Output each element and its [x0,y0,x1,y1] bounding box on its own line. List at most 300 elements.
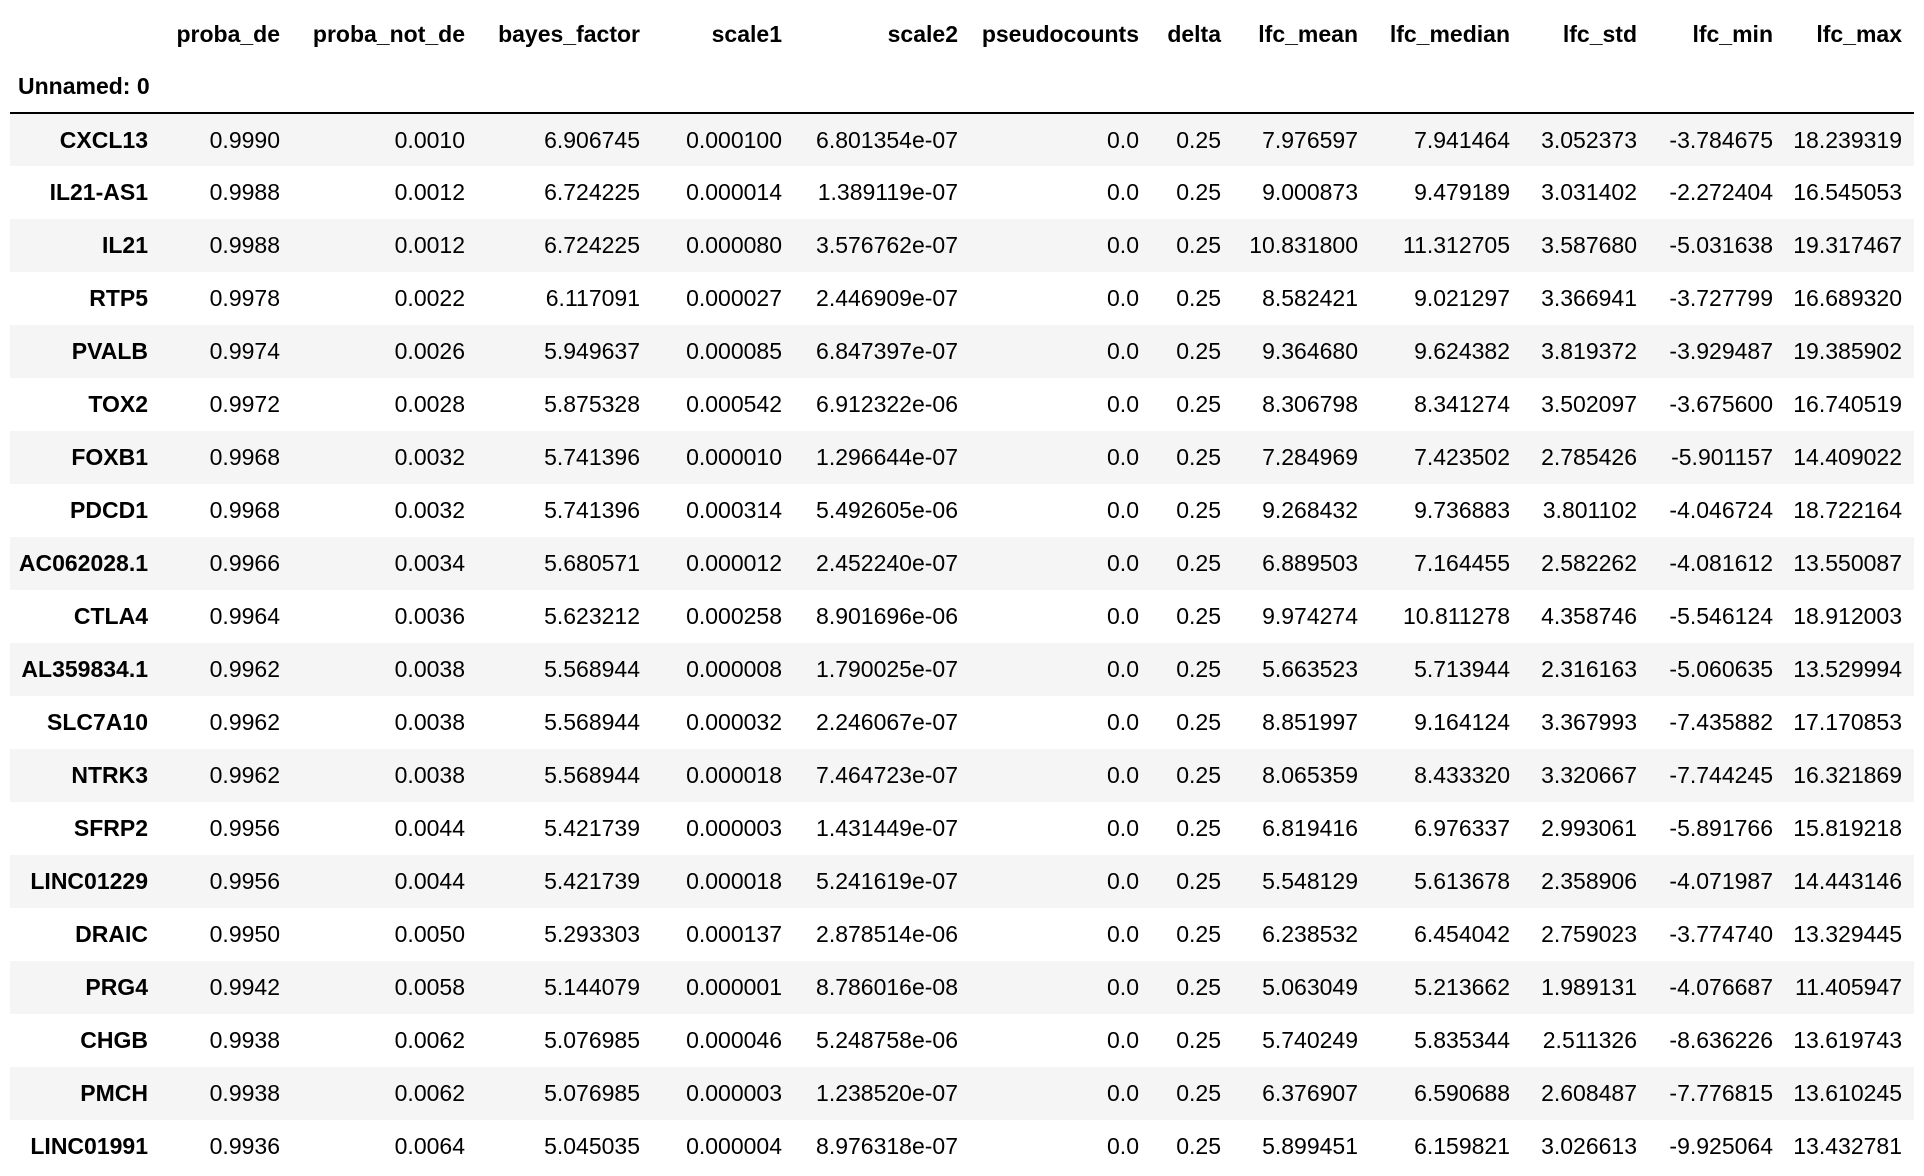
cell-proba-de: 0.9966 [209,550,280,576]
cell-lfc-min: -7.744245 [1669,762,1773,788]
row-index-gene: DRAIC [75,921,148,947]
cell-lfc-min: -5.891766 [1669,815,1773,841]
cell-proba-not-de: 0.0044 [394,815,465,841]
cell-scale2: 2.452240e-07 [816,550,958,576]
table-row [10,1120,1914,1173]
cell-proba-not-de: 0.0044 [394,868,465,894]
cell-scale1: 0.000014 [686,179,782,205]
column-header: scale2 [887,20,958,47]
cell-lfc-std: 4.358746 [1541,603,1637,629]
cell-proba-not-de: 0.0026 [394,338,465,364]
cell-scale1: 0.000010 [686,444,782,470]
cell-proba-de: 0.9988 [209,232,280,258]
cell-proba-de: 0.9942 [209,974,280,1000]
cell-lfc-std: 3.367993 [1541,709,1637,735]
cell-scale2: 8.976318e-07 [816,1133,958,1159]
cell-pseudocounts: 0.0 [1107,1027,1139,1053]
cell-delta: 0.25 [1176,391,1221,417]
cell-proba-not-de: 0.0062 [394,1027,465,1053]
cell-bayes-factor: 5.045035 [544,1133,640,1159]
cell-lfc-median: 9.736883 [1414,497,1510,523]
column-header: lfc_min [1692,20,1773,47]
cell-delta: 0.25 [1176,762,1221,788]
table-row [10,484,1914,537]
cell-lfc-std: 3.801102 [1542,497,1637,523]
cell-scale2: 8.786016e-08 [816,974,958,1000]
cell-scale1: 0.000258 [686,603,782,629]
cell-bayes-factor: 6.117091 [545,285,640,311]
cell-lfc-max: 18.239319 [1793,126,1902,153]
cell-lfc-mean: 5.663523 [1262,656,1358,682]
cell-proba-de: 0.9974 [209,338,280,364]
table-header [10,8,1914,113]
cell-scale2: 3.576762e-07 [816,232,958,258]
cell-scale2: 1.790025e-07 [816,656,958,682]
cell-lfc-mean: 9.364680 [1262,338,1358,364]
cell-bayes-factor: 5.144079 [544,974,640,1000]
cell-scale1: 0.000100 [686,126,782,153]
cell-scale1: 0.000027 [686,285,782,311]
cell-proba-not-de: 0.0010 [394,126,465,153]
table-row [10,166,1914,219]
cell-bayes-factor: 6.906745 [544,126,640,153]
cell-lfc-median: 8.433320 [1414,762,1510,788]
cell-scale1: 0.000032 [686,709,782,735]
cell-lfc-mean: 9.974274 [1262,603,1358,629]
cell-lfc-median: 9.479189 [1414,179,1510,205]
cell-bayes-factor: 5.421739 [544,815,640,841]
cell-lfc-mean: 8.306798 [1262,391,1358,417]
cell-lfc-min: -3.929487 [1669,338,1773,364]
cell-proba-not-de: 0.0012 [394,232,465,258]
cell-lfc-median: 5.213662 [1414,974,1510,1000]
cell-scale1: 0.000008 [686,656,782,682]
cell-bayes-factor: 5.680571 [544,550,640,576]
row-index-gene: PDCD1 [70,497,148,523]
cell-proba-de: 0.9936 [209,1133,280,1159]
table-row [10,696,1914,749]
cell-lfc-min: -3.774740 [1669,921,1773,947]
cell-pseudocounts: 0.0 [1107,921,1139,947]
cell-pseudocounts: 0.0 [1107,444,1139,470]
column-header: delta [1167,20,1221,47]
cell-lfc-std: 2.582262 [1541,550,1637,576]
cell-delta: 0.25 [1176,1027,1221,1053]
cell-delta: 0.25 [1176,603,1221,629]
cell-scale1: 0.000018 [686,762,782,788]
cell-lfc-std: 2.358906 [1541,868,1637,894]
cell-scale1: 0.000018 [686,868,782,894]
cell-proba-not-de: 0.0032 [394,444,465,470]
cell-lfc-std: 2.993061 [1541,815,1637,841]
cell-pseudocounts: 0.0 [1107,1080,1139,1106]
cell-lfc-min: -4.046724 [1669,497,1773,523]
cell-lfc-mean: 9.268432 [1262,497,1358,523]
cell-lfc-mean: 6.889503 [1262,550,1358,576]
column-header: lfc_std [1562,20,1637,47]
cell-proba-not-de: 0.0038 [394,656,465,682]
cell-pseudocounts: 0.0 [1107,656,1139,682]
row-index-gene: FOXB1 [71,444,148,470]
cell-delta: 0.25 [1176,974,1221,1000]
row-index-gene: IL21 [101,232,148,258]
cell-scale2: 5.492605e-06 [816,497,958,523]
table-row [10,961,1914,1014]
cell-scale1: 0.000314 [686,497,782,523]
cell-scale1: 0.000012 [686,550,782,576]
cell-proba-not-de: 0.0050 [394,921,465,947]
cell-lfc-mean: 5.740249 [1262,1027,1358,1053]
cell-proba-de: 0.9962 [209,709,280,735]
cell-delta: 0.25 [1176,1080,1221,1106]
cell-bayes-factor: 5.568944 [544,656,640,682]
row-index-gene: PVALB [71,338,148,364]
cell-bayes-factor: 5.623212 [544,603,640,629]
cell-lfc-max: 16.545053 [1793,179,1902,205]
cell-lfc-median: 8.341274 [1414,391,1510,417]
cell-lfc-std: 2.759023 [1541,921,1637,947]
cell-lfc-median: 9.164124 [1414,709,1510,735]
cell-delta: 0.25 [1176,179,1221,205]
cell-delta: 0.25 [1176,815,1221,841]
cell-lfc-mean: 6.238532 [1262,921,1358,947]
cell-lfc-min: -4.076687 [1669,974,1773,1000]
cell-pseudocounts: 0.0 [1107,338,1139,364]
cell-pseudocounts: 0.0 [1107,709,1139,735]
cell-scale1: 0.000003 [686,1080,782,1106]
cell-bayes-factor: 5.875328 [544,391,640,417]
cell-lfc-mean: 7.976597 [1262,126,1358,153]
cell-proba-not-de: 0.0012 [394,179,465,205]
column-header: lfc_median [1389,20,1510,47]
cell-proba-not-de: 0.0058 [394,974,465,1000]
cell-lfc-median: 5.713944 [1414,656,1510,682]
table-row [10,749,1914,802]
cell-lfc-max: 13.619743 [1793,1027,1902,1053]
cell-lfc-median: 5.613678 [1414,868,1510,894]
cell-lfc-median: 7.423502 [1414,444,1510,470]
cell-lfc-mean: 5.899451 [1262,1133,1358,1159]
cell-bayes-factor: 5.568944 [544,709,640,735]
cell-lfc-min: -4.071987 [1669,868,1773,894]
cell-lfc-median: 9.021297 [1414,285,1510,311]
cell-lfc-mean: 9.000873 [1262,179,1358,205]
cell-pseudocounts: 0.0 [1107,1133,1139,1159]
cell-proba-not-de: 0.0064 [394,1133,465,1159]
cell-scale1: 0.000001 [686,974,782,1000]
row-index-gene: LINC01991 [30,1133,148,1159]
cell-lfc-std: 3.819372 [1541,338,1637,364]
cell-scale1: 0.000085 [686,338,782,364]
cell-lfc-min: -3.675600 [1669,391,1773,417]
cell-lfc-std: 3.320667 [1541,762,1637,788]
cell-pseudocounts: 0.0 [1107,497,1139,523]
cell-lfc-mean: 5.063049 [1262,974,1358,1000]
cell-delta: 0.25 [1176,868,1221,894]
row-index-gene: CHGB [80,1027,148,1053]
cell-lfc-max: 14.409022 [1793,444,1902,470]
cell-proba-de: 0.9964 [209,603,280,629]
row-index-gene: PRG4 [85,974,148,1000]
cell-bayes-factor: 5.421739 [544,868,640,894]
column-header: lfc_mean [1258,20,1358,47]
cell-lfc-median: 6.159821 [1414,1133,1510,1159]
cell-lfc-median: 7.164455 [1414,550,1510,576]
cell-proba-not-de: 0.0034 [394,550,465,576]
cell-lfc-min: -5.901157 [1671,444,1773,470]
cell-scale2: 1.431449e-07 [816,815,958,841]
cell-bayes-factor: 5.076985 [544,1080,640,1106]
cell-delta: 0.25 [1176,550,1221,576]
cell-proba-de: 0.9978 [209,285,280,311]
cell-bayes-factor: 5.568944 [544,762,640,788]
table-row [10,855,1914,908]
cell-lfc-mean: 8.851997 [1262,709,1358,735]
cell-lfc-min: -3.784675 [1669,126,1773,153]
cell-lfc-std: 3.052373 [1541,126,1637,153]
cell-proba-not-de: 0.0028 [394,391,465,417]
cell-delta: 0.25 [1176,1133,1221,1159]
cell-pseudocounts: 0.0 [1107,974,1139,1000]
cell-lfc-mean: 10.831800 [1249,232,1358,258]
cell-scale2: 1.238520e-07 [816,1080,958,1106]
row-index-gene: TOX2 [88,391,148,417]
cell-lfc-std: 1.989131 [1541,974,1637,1000]
cell-bayes-factor: 5.293303 [544,921,640,947]
cell-pseudocounts: 0.0 [1107,391,1139,417]
column-header: proba_de [176,20,280,47]
table-row [10,1014,1914,1067]
cell-lfc-max: 17.170853 [1793,709,1902,735]
table-row [10,590,1914,643]
cell-lfc-max: 13.529994 [1793,656,1902,682]
cell-lfc-max: 13.329445 [1793,921,1902,947]
cell-pseudocounts: 0.0 [1107,126,1139,153]
cell-delta: 0.25 [1176,338,1221,364]
cell-pseudocounts: 0.0 [1107,603,1139,629]
cell-lfc-max: 18.912003 [1793,603,1902,629]
table-row [10,325,1914,378]
table-row [10,1067,1914,1120]
cell-scale1: 0.000080 [686,232,782,258]
cell-delta: 0.25 [1176,497,1221,523]
cell-scale2: 1.296644e-07 [816,444,958,470]
cell-lfc-median: 6.590688 [1414,1080,1510,1106]
cell-delta: 0.25 [1176,126,1221,153]
cell-lfc-mean: 8.582421 [1262,285,1358,311]
cell-lfc-min: -4.081612 [1669,550,1773,576]
cell-proba-not-de: 0.0032 [394,497,465,523]
cell-lfc-min: -2.272404 [1669,179,1773,205]
table-row [10,908,1914,961]
cell-lfc-min: -9.925064 [1669,1133,1773,1159]
cell-scale2: 6.801354e-07 [816,126,958,153]
cell-scale1: 0.000542 [686,391,782,417]
cell-lfc-min: -7.776815 [1669,1080,1773,1106]
cell-proba-de: 0.9938 [209,1027,280,1053]
row-index-gene: PMCH [80,1080,148,1106]
cell-pseudocounts: 0.0 [1107,179,1139,205]
index-name-label: Unnamed: 0 [10,60,160,113]
cell-lfc-min: -5.031638 [1669,232,1773,258]
row-index-gene: AC062028.1 [18,550,148,576]
cell-scale2: 2.246067e-07 [816,709,958,735]
cell-scale2: 5.248758e-06 [816,1027,958,1053]
cell-lfc-median: 7.941464 [1414,126,1510,153]
cell-lfc-median: 6.976337 [1414,815,1510,841]
cell-delta: 0.25 [1176,656,1221,682]
cell-lfc-std: 2.316163 [1541,656,1637,682]
cell-proba-de: 0.9968 [209,444,280,470]
cell-lfc-mean: 6.819416 [1262,815,1358,841]
cell-lfc-mean: 7.284969 [1262,444,1358,470]
table-row [10,643,1914,696]
cell-proba-de: 0.9956 [209,815,280,841]
cell-lfc-std: 3.502097 [1541,391,1637,417]
cell-lfc-min: -8.636226 [1669,1027,1773,1053]
cell-lfc-median: 6.454042 [1414,921,1510,947]
cell-delta: 0.25 [1176,285,1221,311]
cell-lfc-median: 10.811278 [1402,603,1510,629]
cell-bayes-factor: 5.741396 [544,444,640,470]
cell-lfc-max: 16.740519 [1793,391,1902,417]
cell-scale2: 5.241619e-07 [816,868,958,894]
cell-lfc-max: 13.432781 [1793,1133,1902,1159]
cell-lfc-max: 11.405947 [1794,974,1902,1000]
cell-bayes-factor: 5.949637 [544,338,640,364]
cell-lfc-max: 19.317467 [1793,232,1902,258]
row-index-gene: LINC01229 [30,868,148,894]
cell-delta: 0.25 [1176,232,1221,258]
cell-proba-de: 0.9990 [209,126,280,153]
row-index-gene: AL359834.1 [21,656,148,682]
cell-pseudocounts: 0.0 [1107,550,1139,576]
cell-scale2: 6.847397e-07 [816,338,958,364]
index-header-blank [10,8,160,60]
column-header: proba_not_de [312,20,465,47]
cell-pseudocounts: 0.0 [1107,232,1139,258]
cell-lfc-max: 19.385902 [1793,338,1902,364]
cell-lfc-median: 11.312705 [1402,232,1510,258]
index-name-row [10,60,1914,113]
cell-lfc-min: -3.727799 [1669,285,1773,311]
cell-scale1: 0.000137 [686,921,782,947]
table-row [10,378,1914,431]
dataframe-output [10,8,1914,1173]
row-index-gene: CTLA4 [73,603,148,629]
cell-scale2: 7.464723e-07 [816,762,958,788]
cell-delta: 0.25 [1176,444,1221,470]
cell-proba-de: 0.9950 [209,921,280,947]
cell-lfc-std: 3.026613 [1541,1133,1637,1159]
row-index-gene: NTRK3 [71,762,148,788]
row-index-gene: SLC7A10 [47,709,148,735]
cell-proba-de: 0.9962 [209,656,280,682]
row-index-gene: SFRP2 [73,815,148,841]
cell-lfc-std: 3.031402 [1541,179,1637,205]
cell-scale2: 6.912322e-06 [816,391,958,417]
table-row [10,802,1914,855]
cell-delta: 0.25 [1176,921,1221,947]
cell-lfc-median: 5.835344 [1414,1027,1510,1053]
row-index-gene: IL21-AS1 [49,179,148,205]
cell-bayes-factor: 6.724225 [544,179,640,205]
cell-proba-de: 0.9962 [209,762,280,788]
cell-proba-de: 0.9938 [209,1080,280,1106]
table-body [10,113,1914,1173]
cell-proba-not-de: 0.0038 [394,762,465,788]
cell-proba-de: 0.9988 [209,179,280,205]
cell-pseudocounts: 0.0 [1107,285,1139,311]
column-header: lfc_max [1816,20,1902,47]
cell-lfc-max: 13.610245 [1793,1080,1902,1106]
cell-bayes-factor: 5.741396 [544,497,640,523]
cell-pseudocounts: 0.0 [1107,815,1139,841]
cell-bayes-factor: 6.724225 [544,232,640,258]
row-index-gene: RTP5 [89,285,148,311]
cell-lfc-max: 18.722164 [1793,497,1902,523]
cell-lfc-min: -5.060635 [1669,656,1773,682]
cell-proba-not-de: 0.0062 [394,1080,465,1106]
cell-lfc-median: 9.624382 [1414,338,1510,364]
column-header: pseudocounts [981,20,1139,47]
cell-lfc-std: 2.511326 [1542,1027,1637,1053]
cell-proba-not-de: 0.0038 [394,709,465,735]
cell-scale1: 0.000046 [686,1027,782,1053]
column-header: bayes_factor [498,20,640,47]
cell-scale1: 0.000004 [686,1133,782,1159]
cell-proba-de: 0.9968 [209,497,280,523]
cell-scale2: 2.878514e-06 [816,921,958,947]
cell-proba-de: 0.9956 [209,868,280,894]
table-row [10,219,1914,272]
cell-scale2: 8.901696e-06 [816,603,958,629]
cell-pseudocounts: 0.0 [1107,762,1139,788]
cell-proba-not-de: 0.0036 [394,603,465,629]
cell-lfc-max: 15.819218 [1793,815,1902,841]
cell-lfc-min: -5.546124 [1669,603,1773,629]
cell-delta: 0.25 [1176,709,1221,735]
table-row [10,537,1914,590]
dataframe-table [10,8,1914,1173]
column-header-row [10,8,1914,60]
cell-scale2: 2.446909e-07 [816,285,958,311]
cell-bayes-factor: 5.076985 [544,1027,640,1053]
cell-proba-de: 0.9972 [209,391,280,417]
cell-lfc-std: 2.608487 [1541,1080,1637,1106]
cell-lfc-std: 3.587680 [1541,232,1637,258]
cell-lfc-std: 2.785426 [1541,444,1637,470]
table-row [10,113,1914,166]
column-header: scale1 [711,20,782,47]
cell-lfc-mean: 6.376907 [1262,1080,1358,1106]
row-index-gene: CXCL13 [59,126,148,153]
cell-lfc-max: 16.321869 [1793,762,1902,788]
table-row [10,431,1914,484]
cell-lfc-max: 13.550087 [1793,550,1902,576]
cell-scale1: 0.000003 [686,815,782,841]
cell-lfc-max: 14.443146 [1793,868,1902,894]
cell-pseudocounts: 0.0 [1107,868,1139,894]
cell-scale2: 1.389119e-07 [817,179,958,205]
cell-lfc-max: 16.689320 [1793,285,1902,311]
cell-proba-not-de: 0.0022 [394,285,465,311]
table-row [10,272,1914,325]
cell-lfc-min: -7.435882 [1669,709,1773,735]
cell-lfc-mean: 8.065359 [1262,762,1358,788]
cell-lfc-mean: 5.548129 [1262,868,1358,894]
cell-lfc-std: 3.366941 [1541,285,1637,311]
